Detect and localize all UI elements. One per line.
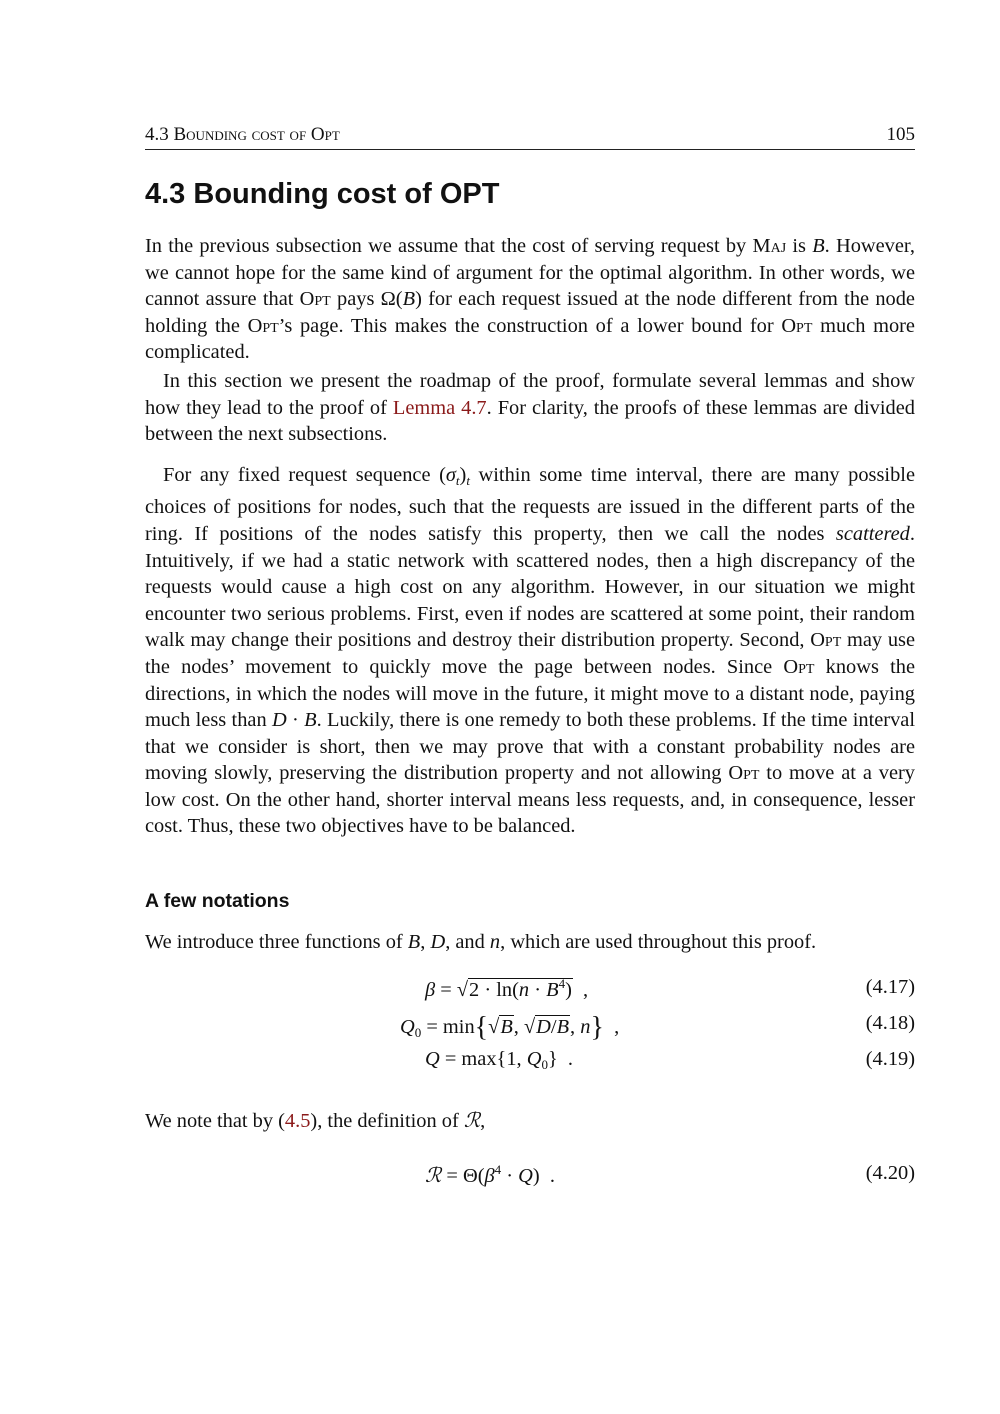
paragraph-1: In the previous subsection we assume that the cost of serving request by Maj is B. However, we cannot hope for the same kind of argument for the optimal algorithm. In other words, we cannot assure that Opt pays Ω(B) for each request issued at the node different from the node holding the Opt’s page. This makes the construction of a lower bound for Opt much more complicated.: [145, 235, 915, 364]
section-title: 4.3 Bounding cost of OPT: [145, 178, 500, 210]
paragraph-2: In this section we present the roadmap of the proof, formulate several lemmas and show how they lead to the proof of Lemma 4.7. For clarity, the proofs of these lemmas are divided between the next subsections.: [145, 369, 915, 446]
equation-4-18: $Q_0 = \min\{√B$, √D/B, n} , (4.18): [400, 1011, 915, 1043]
equation-4-20: ℛ = $\Theta(\beta^4 \cdot Q)$ . (4.20): [425, 1162, 915, 1188]
equation-number: (4.17): [865, 975, 915, 998]
equation-link[interactable]: 4.5: [284, 1109, 311, 1132]
equation-block: [145, 970, 915, 1078]
lemma-link[interactable]: Lemma 4.7: [392, 396, 487, 419]
equation-block-2: [145, 1156, 915, 1192]
equation-4-17: $\beta = √2 \cdot \ln(n \cdot B^4)$ , (4.17): [425, 975, 915, 1001]
equation-number: (4.18): [865, 1011, 915, 1034]
equation-4-19: Q = max{1, $Q_0$} . (4.19): [425, 1047, 915, 1072]
page-number: 105: [886, 124, 915, 145]
equation-number: (4.19): [865, 1047, 915, 1070]
paragraph-5: We note that by (4.5), the definition of ℛ,: [145, 1109, 486, 1132]
subsection-title: A few notations: [145, 890, 290, 913]
paragraph-4: We introduce three functions of B, D, and n, which are used throughout this proof.: [145, 931, 817, 954]
paragraph-3: For any fixed request sequence $(\sigma_t)_t$ within some time interval, there are many possible choices of positions for nodes, such that the requests are issued in the different parts of the ring. If positions of the nodes satisfy this property, then we call the nodes scattered. Intuitively, if we had a static network with scattered nodes, then a high discrepancy of the requests would cause a high cost on any algorithm. However, in our situation we might encounter two serious problems. First, even if nodes are scattered at some point, their random walk may change their positions and destroy their distribution property. Second, Opt may use the nodes’ movement to quickly move the page between nodes. Since Opt knows the directions, in which the nodes will move in the future, it might move to a distant node, paying much less than D · B. Luckily, there is one remedy to both these problems. If the time interval that we consider is short, then we may prove that with a constant probability nodes are moving slowly, preserving the distribution property and not allowing Opt to move at a very low cost. On the other hand, shorter interval means less requests, and, in consequence, lesser cost. Thus, these two objectives have to be balanced.: [145, 463, 915, 838]
equation-number: (4.20): [865, 1162, 915, 1185]
running-head: [145, 124, 915, 150]
page-content: [145, 124, 915, 1192]
running-head-section: 4.3 Bounding cost of Opt: [145, 124, 340, 145]
